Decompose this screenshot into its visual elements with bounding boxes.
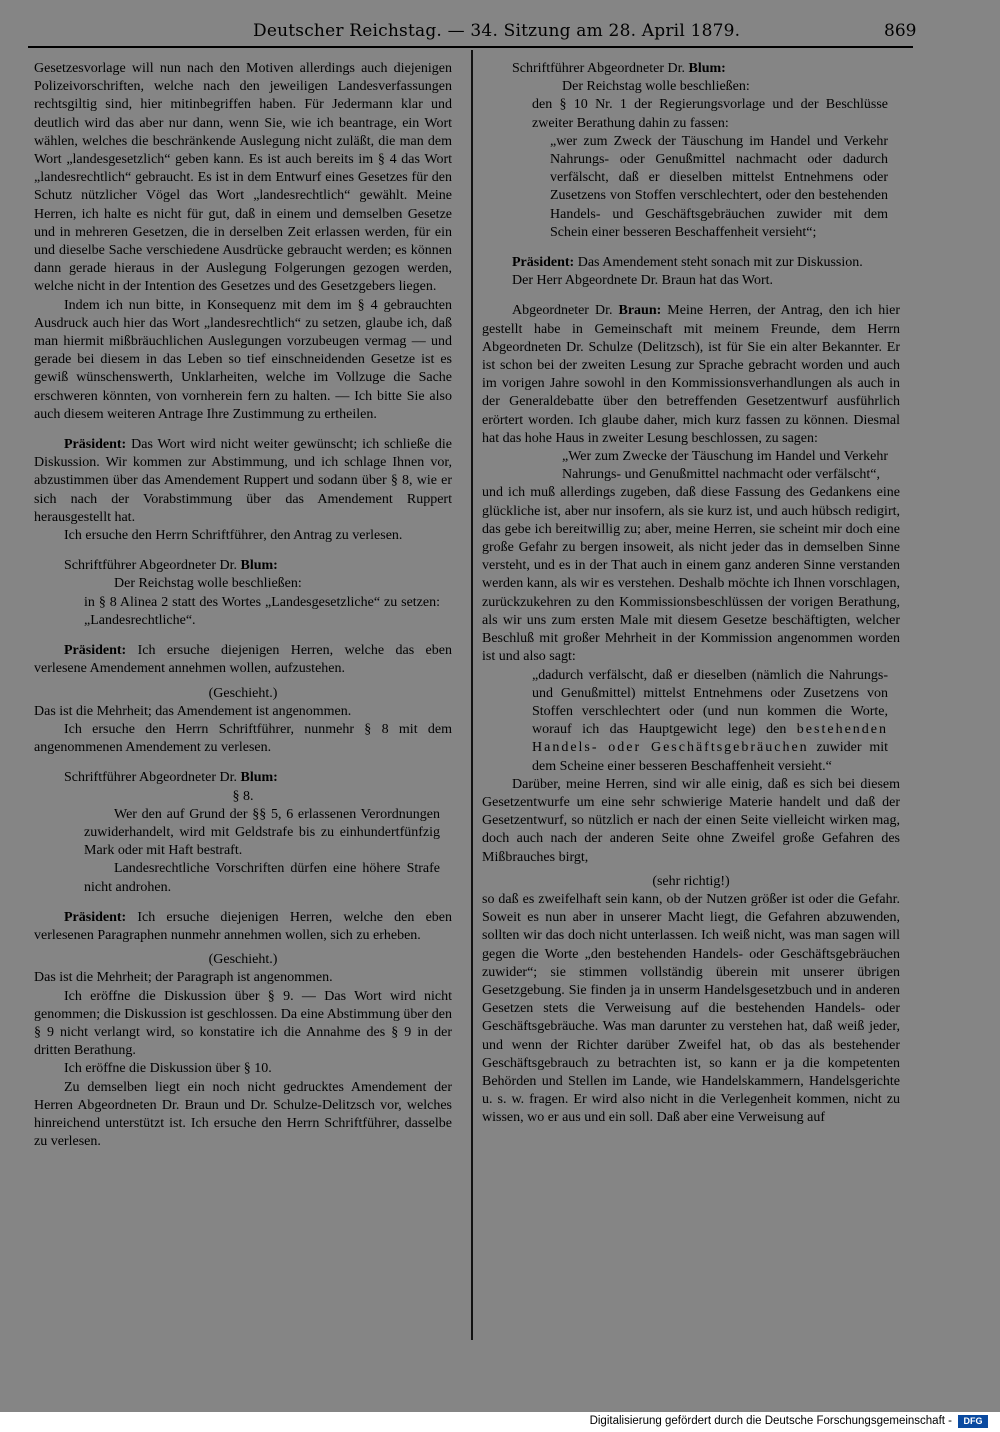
- section-number: § 8.: [232, 788, 254, 804]
- left-column: [34, 60, 452, 1151]
- paragraph: und ich muß allerdings zugeben, daß diese Fassung des Gedankens eine glückliche ist, aber nur insofern, als sie kurz ist, und auch hübsch redigirt, das gebe ich bereitwillig zu; aber, meine Herren, sie scheint mir doch eine große Gefahr zu bergen insoweit, als nicht jeder das in demselben Sinne versteht, und es in der That auch in einem ganz anderen Sinne verstanden werden kann, als wir es verstehen. Deshalb möchte ich Ihnen vorschlagen, zurückzukehren zu den Kommissionsbeschlüssen der vorigen Berathung, als wir uns zum ersten Male mit diesem Gesetze beschäftigten, welcher Beschluß mit großer Mehrheit in der Kommission angenommen worden ist und also sagt:: [482, 485, 900, 665]
- header-title: Deutscher Reichstag. — 34. Sitzung am 28. April 1879.: [253, 21, 741, 41]
- header-rule: [28, 46, 913, 48]
- page-number: 869: [884, 21, 917, 41]
- motion-text: den § 10 Nr. 1 der Regierungsvorlage und der Beschlüsse zweiter Berathung dahin zu fassen:: [532, 97, 888, 131]
- right-column: [482, 60, 900, 1128]
- speaker-label: Präsident:: [512, 255, 575, 271]
- paragraph: Ich ersuche den Herrn Schriftführer, den Antrag zu verlesen.: [64, 528, 403, 544]
- stage-direction: (sehr richtig!): [652, 873, 730, 889]
- paragraph: so daß es zweifelhaft sein kann, ob der Nutzen größer ist oder die Gefahr. Soweit es nun aber in unserer Macht liegt, die Gefahren abzuwenden, sollten wir das doch nicht unterlassen. Ich weiß nicht, was man sagen will gegen die Worte „den bestehenden Handels- oder Geschäftsgebräuchen zuwider“; sie stimmen vollständig überein mit unserer übrigen Gesetzgebung. Sie finden ja in unserm Handelsgesetzbuch und in anderen Gesetzen stets die Verweisung auf die bestehenden Handels- oder Geschäftsgebräuche. Was man darunter zu verstehen hat, daß weiß jeder, und wenn der Richter darüber Zweifel hat, ob das als bestehender Geschäftsgebrauch zu betrachten ist, so kann er ja die kompetenten Behörden und Stellen im Lande, wie Handelskammern, Handelsgerichte u. s. w. fragen. Er wird also nicht in die Verlegenheit kommen, nicht zu wissen, wo er aus und ein soll. Daß aber eine Verweisung auf: [482, 891, 900, 1126]
- quotation: „Wer zum Zwecke der Täuschung im Handel und Verkehr Nahrungs- und Genußmittel nachmacht oder verfälscht“,: [562, 449, 888, 483]
- paragraph: Der Herr Abgeordnete Dr. Braun hat das Wort.: [512, 273, 774, 289]
- quotation: „dadurch verfälscht, daß er dieselben (nämlich die Nahrungs- und Genußmittel) mittelst Entnehmens oder Zusetzens von Stoffen verschlechtert oder (und nun kommen die Worte, worauf ich das Hauptgewicht lege) den bestehenden Handels- oder Geschäftsgebräuchen zuwider mit dem Scheine einer besseren Beschaffenheit versieht.“: [532, 667, 888, 774]
- speaker-name: Braun:: [618, 303, 662, 319]
- motion-text: in § 8 Alinea 2 statt des Wortes „Landesgesetzliche“ zu setzen: „Landesrechtliche“.: [84, 594, 440, 628]
- paragraph: Ich eröffne die Diskussion über § 10.: [64, 1061, 272, 1077]
- speaker-label: Präsident:: [64, 643, 127, 659]
- speaker-name: Blum:: [240, 558, 278, 574]
- speaker-name: Blum:: [240, 770, 278, 786]
- paragraph: Zu demselben liegt ein noch nicht gedrucktes Amendement der Herren Abgeordneten Dr. Braun und Dr. Schulze-Delitzsch vor, welches hinreichend unterstützt ist. Ich ersuche den Herrn Schriftführer, dasselbe zu verlesen.: [34, 1079, 452, 1150]
- paragraph: Indem ich nun bitte, in Konsequenz mit dem im § 4 gebrauchten Ausdruck auch hier das Wort „landesrechtlich“ zu setzen, glaube ich, daß man hiermit mißbräuchlichen Auslegungen vorzubeugen vermag — und gerade bei diesem in das Leben so tief einschneidenden Gesetze ist es gewiß wünschenswerth, Unklarheiten, welche im Vollzuge die Sache erschweren könnten, von vornherein fern zu halten. — Ich bitte Sie also auch diesem weiteren Antrage Ihre Zustimmung zu ertheilen.: [34, 297, 452, 422]
- paragraph: Darüber, meine Herren, sind wir alle einig, daß es sich bei diesem Gesetzentwurfe um eine sehr schwierige Materie handelt und daß der Gesetzentwurf, so nützlich er nach der einen Seite vielleicht wirken mag, doch auch nach der anderen Seite ohne Zweifel große Gefahren des Mißbrauches birgt,: [482, 776, 900, 865]
- paragraph: Abgeordneter Dr. Braun: Meine Herren, der Antrag, den ich hier gestellt habe in Gemeinschaft mit meinem Freunde, dem Herrn Abgeordneten Dr. Schulze (Delitzsch), ist für Sie ein alter Bekannter. Er ist schon bei der zweiten Lesung zur Sprache gebracht worden und auch im vorigen Jahre sowohl in den Kommissionsverhandlungen als auch in der Generaldebatte über den betreffenden Gesetzentwurf ausführlich erörtert worden. Ich glaube daher, mich kurz fassen zu können. Diesmal hat das hohe Haus in zweiter Lesung beschlossen, zu sagen:: [482, 303, 900, 446]
- dfg-logo-icon: DFG: [958, 1415, 988, 1428]
- speaker-label: Präsident:: [64, 437, 127, 453]
- section-text: Wer den auf Grund der §§ 5, 6 erlassenen Verordnungen zuwiderhandelt, wird mit Geldstrafe bis zu einhundertfünfzig Mark oder mit Haft bestraft.: [84, 806, 440, 859]
- speaker-name: Blum:: [688, 61, 726, 76]
- paragraph: Präsident: Das Amendement steht sonach mit zur Diskussion.: [512, 255, 863, 271]
- paragraph: Gesetzesvorlage will nun nach den Motiven allerdings auch diejenigen Polizeivorschriften, welche nach den jeweiligen Landesverfassungen rechtsgiltig sind, hier mitinbegriffen haben. Für Jedermann klar und deutlich wird das aber nur dann, wenn Sie, wie ich beantrage, ein Wort wählen, welches die beschränkende Auslegung nicht zuläßt, die man dem Wort „landesgesetzlich“ geben kann. Es ist auch bereits im § 4 das Wort „landesrechtlich“ gebraucht. Es ist in dem Entwurf eines Gesetzes für den Schutz nützlicher Vögel das Wort „landesrechtlich“ gewählt. Meine Herren, ich halte es nicht für gut, daß in einem und demselben Gesetze und in mehreren Gesetzen, die in derselben Zeit erlassen werden, für ein und dieselbe Sache verschiedene Ausdrücke gebraucht werden; es können dann gerade hieraus in der Auslegung Folgerungen gezogen werden, welche nicht in der Intention des Gesetzes und des Gesetzgebers liegen.: [34, 61, 452, 295]
- speaker-label: Präsident:: [64, 909, 127, 925]
- stage-direction: (Geschieht.): [208, 685, 278, 701]
- section-text: Landesrechtliche Vorschriften dürfen eine höhere Strafe nicht androhen.: [84, 861, 440, 895]
- paragraph: Präsident: Ich ersuche diejenigen Herren, welche den eben verlesenen Paragraphen nunmehr annehmen wollen, sich zu erheben.: [34, 909, 452, 943]
- column-divider: [471, 50, 473, 1340]
- page-header: [0, 18, 1000, 44]
- footer-bar: [0, 1412, 1000, 1432]
- speaker-line: Schriftführer Abgeordneter Dr. Blum:: [512, 61, 726, 76]
- speaker-line: Schriftführer Abgeordneter Dr. Blum:: [64, 770, 278, 786]
- paragraph: Ich ersuche den Herrn Schriftführer, nunmehr § 8 mit dem angenommenen Amendement zu verlesen.: [34, 721, 452, 756]
- paragraph: Das ist die Mehrheit; das Amendement ist angenommen.: [34, 703, 352, 719]
- motion-intro: Der Reichstag wolle beschließen:: [114, 576, 302, 592]
- paragraph: Präsident: Ich ersuche diejenigen Herren, welche das eben verlesene Amendement annehmen wollen, aufzustehen.: [34, 643, 452, 677]
- paragraph: Das ist die Mehrheit; der Paragraph ist angenommen.: [34, 970, 333, 986]
- paragraph: Ich eröffne die Diskussion über § 9. — Das Wort wird nicht genommen; die Diskussion ist geschlossen. Da eine Abstimmung über den § 9 nicht verlangt wird, so konstatire ich die Annahme des § 9 in der dritten Berathung.: [34, 988, 452, 1059]
- paragraph: Präsident: Das Wort wird nicht weiter gewünscht; ich schließe die Diskussion. Wir kommen zur Abstimmung, und ich schlage Ihnen vor, abzustimmen über das Amendement Ruppert und sodann über § 8, wie er sich nach der Vorabstimmung über das Amendement Ruppert herausgestellt hat.: [34, 437, 452, 525]
- motion-quote: „wer zum Zweck der Täuschung im Handel und Verkehr Nahrungs- oder Genußmittel nachmacht oder dadurch verfälscht, daß er dieselben mittelst Entnehmens oder Zusetzens von Stoffen verschlechtert, oder den bestehenden Handels- und Geschäftsgebräuchen zuwider mit dem Schein einer besseren Beschaffenheit versieht“;: [550, 133, 888, 240]
- speaker-line: Schriftführer Abgeordneter Dr. Blum:: [64, 558, 278, 574]
- footer-credit: Digitalisierung gefördert durch die Deutsche Forschungsgemeinschaft -: [589, 1415, 952, 1427]
- motion-intro: Der Reichstag wolle beschließen:: [562, 79, 750, 95]
- stage-direction: (Geschieht.): [208, 952, 278, 968]
